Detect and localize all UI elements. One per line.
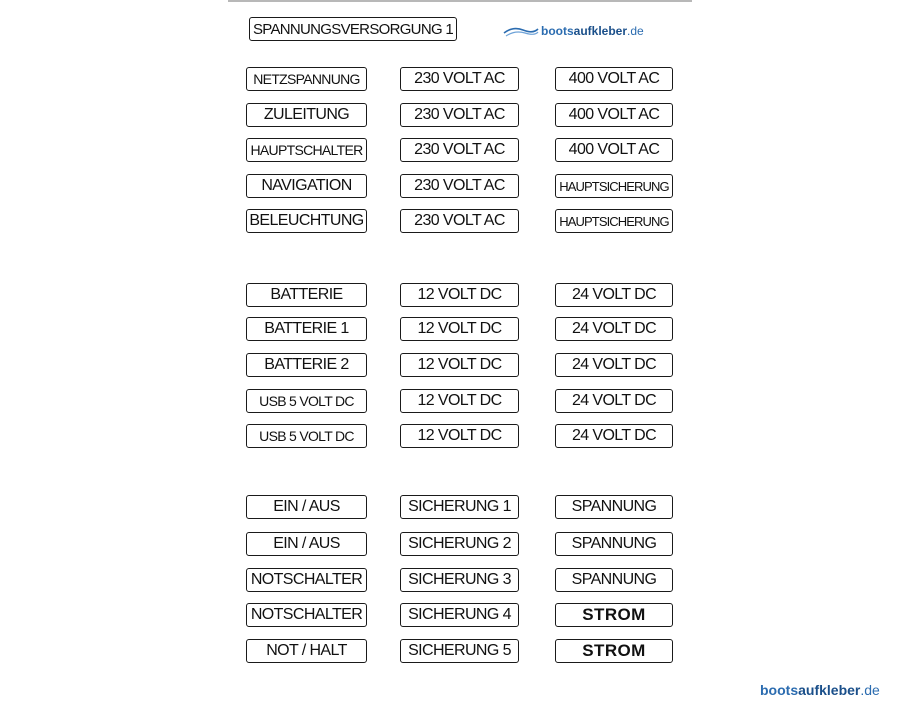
- sticker-label: HAUPTSICHERUNG: [555, 209, 673, 233]
- sticker-label: 230 VOLT AC: [400, 103, 519, 127]
- sticker-label: BATTERIE: [246, 283, 367, 307]
- sticker-label: NETZSPANNUNG: [246, 67, 367, 91]
- brand-name-part1: boots: [541, 24, 574, 38]
- sticker-label: 12 VOLT DC: [400, 389, 519, 413]
- sticker-label: HAUPTSCHALTER: [246, 138, 367, 162]
- brand-name-part2: aufkleber: [798, 682, 861, 698]
- brand-logo: [503, 24, 644, 38]
- sticker-label: 12 VOLT DC: [400, 283, 519, 307]
- sticker-label: SPANNUNG: [555, 495, 673, 519]
- sticker-label: 24 VOLT DC: [555, 424, 673, 448]
- sticker-label: 24 VOLT DC: [555, 353, 673, 377]
- sheet-title: SPANNUNGSVERSORGUNG 1: [249, 17, 457, 41]
- brand-tld: .de: [860, 682, 880, 698]
- sticker-label: 24 VOLT DC: [555, 283, 673, 307]
- sticker-label: SICHERUNG 2: [400, 532, 519, 556]
- sticker-label: 12 VOLT DC: [400, 317, 519, 341]
- sticker-label: NOTSCHALTER: [246, 568, 367, 592]
- sticker-label: NOT / HALT: [246, 639, 367, 663]
- sticker-label: HAUPTSICHERUNG: [555, 174, 673, 198]
- sticker-label: SICHERUNG 5: [400, 639, 519, 663]
- sticker-label: EIN / AUS: [246, 495, 367, 519]
- sticker-label: NOTSCHALTER: [246, 603, 367, 627]
- sticker-label: SICHERUNG 1: [400, 495, 519, 519]
- sticker-label: USB 5 VOLT DC: [246, 389, 367, 413]
- sticker-label: ZULEITUNG: [246, 103, 367, 127]
- sticker-label: 230 VOLT AC: [400, 174, 519, 198]
- sticker-label: 400 VOLT AC: [555, 103, 673, 127]
- sticker-label: 230 VOLT AC: [400, 138, 519, 162]
- brand-tld: .de: [627, 24, 644, 38]
- sticker-label: 24 VOLT DC: [555, 317, 673, 341]
- sticker-label: SPANNUNG: [555, 568, 673, 592]
- sticker-label: BELEUCHTUNG: [246, 209, 367, 233]
- brand-name-part1: boots: [760, 682, 799, 698]
- sticker-label: 24 VOLT DC: [555, 389, 673, 413]
- sticker-label: 400 VOLT AC: [555, 67, 673, 91]
- brand-name-part2: aufkleber: [573, 24, 628, 38]
- sticker-label: BATTERIE 2: [246, 353, 367, 377]
- wave-icon: [503, 25, 539, 37]
- sticker-label: 400 VOLT AC: [555, 138, 673, 162]
- sticker-label: STROM: [555, 639, 673, 663]
- sticker-label: 12 VOLT DC: [400, 353, 519, 377]
- sticker-label: STROM: [555, 603, 673, 627]
- sticker-label: SICHERUNG 3: [400, 568, 519, 592]
- sticker-label: 230 VOLT AC: [400, 209, 519, 233]
- sticker-label: USB 5 VOLT DC: [246, 424, 367, 448]
- sticker-label: 230 VOLT AC: [400, 67, 519, 91]
- sticker-label: SICHERUNG 4: [400, 603, 519, 627]
- sticker-label: EIN / AUS: [246, 532, 367, 556]
- sticker-label: NAVIGATION: [246, 174, 367, 198]
- sticker-label: BATTERIE 1: [246, 317, 367, 341]
- sticker-label: 12 VOLT DC: [400, 424, 519, 448]
- sticker-label: SPANNUNG: [555, 532, 673, 556]
- brand-logo-footer: [760, 682, 880, 698]
